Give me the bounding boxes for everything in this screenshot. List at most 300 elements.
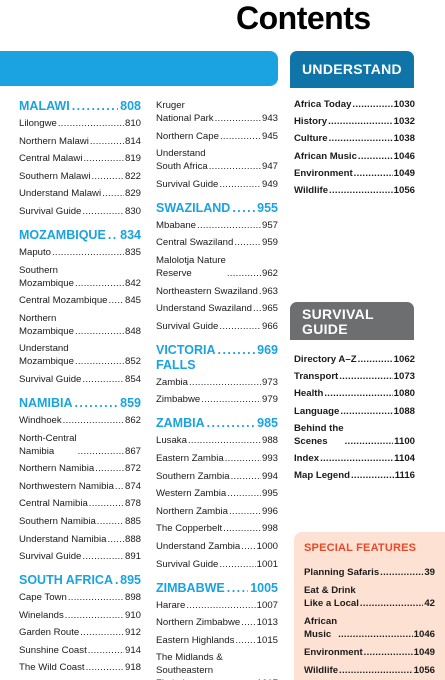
leader-dots [68, 591, 124, 604]
page-number: 918 [124, 662, 141, 674]
leader-dots [215, 112, 261, 125]
toc-entry-map-legend[interactable] [294, 469, 415, 482]
page-number: 842 [124, 277, 141, 289]
toc-group [19, 396, 141, 563]
leader-dots [218, 343, 256, 358]
entry-title: Garden Route [19, 627, 80, 639]
page-number: 848 [124, 325, 141, 337]
entry-title: Understand Swaziland [156, 303, 252, 315]
page-number: 959 [261, 237, 278, 249]
leader-dots [329, 132, 393, 145]
leader-dots [58, 117, 124, 130]
leader-dots [83, 152, 124, 165]
leader-dots [339, 370, 392, 383]
toc-entry-northeastern-swaziland[interactable] [156, 285, 278, 298]
toc-entry-survival-guide[interactable] [19, 550, 141, 563]
page-number: 1032 [393, 116, 415, 128]
leader-dots [108, 228, 118, 243]
page-number: 1030 [393, 99, 415, 110]
toc-entry-environment[interactable] [304, 646, 435, 659]
entry-title: Behind the Scenes [294, 422, 344, 447]
page-number: 963 [261, 285, 278, 297]
chapter-heading-swaziland[interactable] [156, 201, 278, 216]
toc-entry-understand-mozambique[interactable] [19, 342, 141, 368]
entry-title: Wildlife [304, 665, 339, 676]
page-number: 1056 [413, 665, 435, 676]
chapter-page-number: 955 [257, 200, 278, 215]
page-number: 1046 [393, 150, 415, 162]
toc-entry-eastern-highlands[interactable] [156, 634, 278, 647]
leader-dots [75, 325, 124, 338]
entry-title: Understand Namibia [19, 533, 107, 545]
leader-dots [82, 550, 124, 563]
chapter-heading-zimbabwe[interactable] [156, 581, 278, 596]
header-bar [0, 51, 278, 86]
leader-dots [109, 294, 124, 307]
toc-entry-southern-namibia[interactable] [19, 515, 141, 528]
leader-dots [358, 150, 393, 163]
leader-dots [88, 644, 124, 657]
toc-entry-transport[interactable] [294, 370, 415, 383]
leader-dots [188, 434, 261, 447]
entry-title: Understand Malawi [19, 188, 102, 200]
leader-dots [241, 540, 255, 553]
entry-title: Lilongwe [19, 118, 57, 129]
toc-entry-survival-guide[interactable] [19, 205, 141, 218]
toc-entry-lusaka[interactable] [156, 434, 278, 447]
toc-entry-health[interactable] [294, 387, 415, 400]
toc-entry-understand-malawi[interactable] [19, 187, 141, 200]
leader-dots [80, 626, 124, 639]
chapter-title: SWAZILAND [156, 200, 231, 215]
toc-group [156, 581, 278, 680]
entry-title: Transport [294, 371, 339, 383]
chapter-page-number: 808 [120, 99, 141, 113]
page-number: 993 [261, 452, 278, 464]
entry-title: Language [294, 405, 340, 417]
chapter-title: ZAMBIA [156, 416, 205, 431]
survival-guide-heading: SURVIVAL GUIDE [290, 302, 414, 340]
leader-dots [91, 170, 124, 183]
leader-dots [358, 353, 393, 366]
leader-dots [219, 320, 261, 333]
chapter-page-number: 985 [257, 416, 278, 431]
page-number: 814 [124, 135, 141, 147]
leader-dots [219, 558, 255, 571]
entry-title: Northern Namibia [19, 463, 95, 475]
toc-group [19, 99, 141, 218]
toc-group [19, 228, 141, 386]
page-number: 1013 [256, 617, 278, 629]
page-number: 874 [124, 480, 141, 492]
chapter-page-number: 895 [120, 573, 141, 588]
page-number: 943 [261, 113, 278, 124]
entry-title: Lusaka [156, 435, 187, 447]
page-number: 912 [124, 627, 141, 639]
toc-entry-mbabane[interactable] [156, 219, 278, 232]
leader-dots [65, 609, 124, 622]
toc-entry-northern-zimbabwe[interactable] [156, 616, 278, 629]
entry-title: Understand Mozambique [19, 343, 74, 368]
page-number: 1007 [256, 599, 278, 611]
special-features-list [304, 566, 435, 680]
chapter-title: ZIMBABWE [156, 580, 225, 595]
page-number: 830 [124, 205, 141, 217]
entry-title: Central Namibia [19, 498, 88, 510]
page-number: 1080 [393, 388, 415, 400]
toc-entry-survival-guide[interactable] [156, 558, 278, 571]
entry-title: Northern Zambia [156, 505, 228, 517]
understand-heading: UNDERSTAND [290, 51, 414, 88]
page-number: 1062 [393, 354, 415, 365]
entry-title: The Midlands & Southeastern [156, 652, 223, 677]
entry-title: Understand South Africa [156, 148, 208, 173]
toc-entry-directory-a-z[interactable] [294, 353, 415, 366]
entry-title: Windhoek [19, 414, 62, 426]
leader-dots [225, 452, 261, 465]
entry-title: Index [294, 452, 320, 464]
leader-dots [253, 302, 261, 315]
leader-dots [345, 435, 394, 448]
toc-entry-garden-route[interactable] [19, 626, 141, 639]
leader-dots [352, 98, 392, 111]
chapter-page-number: 969 [257, 342, 278, 357]
toc-entry-behind-the-scenes[interactable] [294, 422, 415, 448]
toc-entry-eastern-zambia[interactable] [156, 452, 278, 465]
entry-title: Wildlife [294, 184, 329, 196]
toc-entry-northern-mozambique[interactable] [19, 312, 141, 338]
entry-title: African Music [294, 150, 357, 162]
entry-title: Harare [156, 599, 186, 611]
leader-dots [339, 664, 413, 677]
understand-list [294, 98, 415, 201]
entry-title: History [294, 116, 328, 128]
toc-entry-malolotja-nature-reserve[interactable] [156, 254, 278, 280]
entry-title: Africa Today [294, 99, 352, 110]
toc-entry-language[interactable] [294, 405, 415, 418]
entry-title: Environment [304, 647, 363, 658]
toc-entry-southern-mozambique[interactable] [19, 264, 141, 290]
entry-title: Winelands [19, 609, 64, 621]
toc-group [19, 573, 141, 680]
leader-dots [235, 634, 255, 647]
toc-entry-harare[interactable] [156, 599, 278, 612]
chapter-heading-victoria-falls[interactable] [156, 343, 278, 373]
entry-title: Northern Malawi [19, 135, 89, 147]
leader-dots [75, 355, 124, 368]
page-number: 1038 [393, 133, 415, 145]
leader-dots [227, 487, 261, 500]
entry-title: Kruger National Park [156, 100, 214, 124]
toc-entry-planning-safaris[interactable] [304, 566, 435, 579]
toc-entry-maputo[interactable] [19, 246, 141, 259]
toc-group [156, 343, 278, 407]
page-number: 878 [124, 498, 141, 510]
toc-entry-african-music[interactable] [304, 615, 435, 641]
leader-dots [364, 646, 413, 659]
entry-title: Eastern Highlands [156, 634, 235, 646]
page-number: 854 [124, 373, 141, 385]
page-number: 872 [124, 463, 141, 475]
leader-dots [220, 130, 261, 143]
leader-dots [90, 135, 124, 148]
toc-entry-western-zambia[interactable] [156, 487, 278, 500]
entry-title: Zambia [156, 376, 188, 388]
leader-dots [351, 469, 394, 482]
leader-dots [72, 99, 118, 114]
page-number: 1000 [256, 540, 278, 552]
toc-column-1 [19, 99, 141, 680]
toc-entry-zambia[interactable] [156, 376, 278, 389]
page-number: 914 [124, 644, 141, 656]
leader-dots [97, 515, 124, 528]
chapter-heading-namibia[interactable] [19, 396, 141, 411]
leader-dots [75, 277, 124, 290]
toc-column-2 [156, 99, 278, 680]
leader-dots [259, 285, 261, 298]
leader-dots [223, 522, 261, 535]
toc-entry-index[interactable] [294, 452, 415, 465]
page-number: 1056 [393, 184, 415, 196]
entry-title: Malolotja Nature Reserve [156, 254, 226, 279]
entry-title: Survival Guide [156, 178, 219, 190]
toc-entry-survival-guide[interactable] [156, 178, 278, 191]
chapter-title: MOZAMBIQUE [19, 227, 106, 242]
page-number: 995 [261, 488, 278, 500]
entry-title: Northeastern Swaziland [156, 285, 258, 297]
entry-title: The Wild Coast [19, 662, 85, 674]
chapter-title: NAMIBIA [19, 395, 73, 410]
page-number: 1049 [413, 647, 435, 658]
toc-entry-environment[interactable] [294, 167, 415, 180]
entry-title: Northern Zimbabwe [156, 617, 241, 629]
leader-dots [231, 470, 261, 483]
leader-dots [320, 452, 393, 465]
toc-entry-winelands[interactable] [19, 609, 141, 622]
leader-dots [360, 597, 423, 610]
leader-dots [241, 616, 255, 629]
page-number: 910 [124, 609, 141, 621]
entry-title: Survival Guide [156, 320, 219, 332]
page-number: 845 [124, 295, 141, 307]
toc-entry-southern-malawi[interactable] [19, 170, 141, 183]
entry-title: African Music [304, 616, 338, 640]
page-number: 885 [124, 515, 141, 527]
toc-entry-sunshine-coast[interactable] [19, 644, 141, 657]
toc-entry-survival-guide[interactable] [19, 373, 141, 386]
toc-entry-survival-guide[interactable] [156, 320, 278, 333]
entry-title: Zimbabwe [156, 394, 201, 406]
entry-title: The Copperbelt [156, 523, 223, 535]
toc-entry-northern-malawi[interactable] [19, 135, 141, 148]
special-features-heading: SPECIAL FEATURES [304, 542, 417, 554]
entry-title: Mbabane [156, 219, 197, 231]
toc-entry-african-music[interactable] [294, 150, 415, 163]
toc-entry-central-mozambique[interactable] [19, 294, 141, 307]
entry-title: Health [294, 388, 324, 400]
leader-dots [201, 393, 261, 406]
leader-dots [219, 178, 261, 191]
entry-title: Planning Safaris [304, 567, 380, 578]
page-number: 949 [261, 178, 278, 190]
toc-group [156, 99, 278, 191]
page-number: 822 [124, 170, 141, 182]
entry-title: Understand Zambia [156, 540, 241, 552]
page-number: 962 [261, 267, 278, 279]
page-number: 1001 [256, 558, 278, 570]
entry-title: Eastern Zambia [156, 452, 224, 464]
chapter-page-number: 859 [120, 395, 141, 410]
leader-dots [209, 160, 261, 173]
leader-dots [115, 480, 124, 493]
leader-dots [338, 628, 413, 641]
leader-dots [52, 246, 124, 259]
page-number: 945 [261, 130, 278, 142]
toc-entry-understand-swaziland[interactable] [156, 302, 278, 315]
page-number: 1046 [413, 629, 435, 640]
toc-entry-understand-namibia[interactable] [19, 533, 141, 546]
entry-title: Southern Namibia [19, 515, 96, 527]
leader-dots [380, 566, 423, 579]
page-number: 1088 [393, 405, 415, 417]
toc-group [156, 416, 278, 570]
chapter-title: VICTORIA FALLS [156, 342, 216, 372]
entry-title: Northern Mozambique [19, 312, 74, 337]
entry-title: Western Zambia [156, 488, 227, 500]
entry-title: Survival Guide [19, 373, 82, 385]
leader-dots [82, 373, 124, 386]
toc-entry-history[interactable] [294, 115, 415, 128]
chapter-heading-south-africa[interactable] [19, 573, 141, 588]
leader-dots [340, 405, 392, 418]
page-number: 1116 [394, 470, 415, 482]
toc-entry-kruger-national-park[interactable] [156, 99, 278, 125]
page-number: 988 [261, 435, 278, 447]
entry-title: Eat & Drink Like a Local [304, 585, 359, 609]
leader-dots [328, 115, 393, 128]
entry-title: Southern Malawi [19, 170, 91, 182]
entry-title: Survival Guide [156, 558, 219, 570]
toc-entry-the-copperbelt[interactable] [156, 522, 278, 535]
toc-entry-the-wild-coast[interactable] [19, 661, 141, 674]
entry-title: Directory A–Z [294, 354, 357, 365]
toc-entry-culture[interactable] [294, 132, 415, 145]
chapter-title: SOUTH AFRICA [19, 573, 113, 588]
page-number: 998 [261, 523, 278, 535]
toc-entry-understand-south-africa[interactable] [156, 147, 278, 173]
toc-entry-eat-drink-like-a-local[interactable] [304, 584, 435, 610]
page-number: 994 [261, 470, 278, 482]
page-number: 966 [261, 320, 278, 332]
toc-entry-understand-zambia[interactable] [156, 540, 278, 553]
page-number: 947 [261, 161, 278, 173]
toc-entry-the-midlands-southeastern-zimbabwe[interactable] [156, 651, 278, 680]
chapter-page-number: 1005 [250, 580, 278, 595]
leader-dots [115, 573, 118, 588]
toc-entry-zimbabwe[interactable] [156, 393, 278, 406]
chapter-title: MALAWI [19, 99, 70, 113]
entry-title: Sunshine Coast [19, 644, 87, 656]
toc-entry-north-central-namibia[interactable] [19, 432, 141, 458]
toc-entry-northern-zambia[interactable] [156, 505, 278, 518]
entry-title: Northern Cape [156, 130, 219, 142]
toc-entry-africa-today[interactable] [294, 98, 415, 111]
page-number: 957 [261, 219, 278, 231]
toc-entry-windhoek[interactable] [19, 414, 141, 427]
chapter-page-number: 834 [120, 227, 141, 242]
entry-title: Central Swaziland [156, 237, 234, 249]
entry-title: Southern Zambia [156, 470, 230, 482]
leader-dots [232, 201, 255, 216]
page-number: 829 [124, 188, 141, 200]
page-number: 810 [124, 118, 141, 129]
leader-dots [329, 184, 393, 197]
entry-title: North-Central Namibia [19, 432, 77, 457]
page-number: 1073 [393, 371, 415, 383]
page-number: 867 [124, 445, 141, 457]
chapter-heading-zambia[interactable] [156, 416, 278, 431]
leader-dots [354, 167, 393, 180]
page-number: 888 [124, 533, 141, 545]
leader-dots [63, 414, 124, 427]
toc-entry-central-namibia[interactable] [19, 497, 141, 510]
page-title: Contents [236, 0, 371, 36]
leader-dots [82, 205, 124, 218]
entry-title: Culture [294, 133, 328, 145]
entry-title: Northwestern Namibia [19, 480, 114, 492]
page-number: 42 [424, 598, 435, 609]
page-number: 973 [261, 376, 278, 388]
page-number: 996 [261, 505, 278, 517]
page-number: 1100 [394, 435, 415, 447]
page-number: 862 [124, 414, 141, 426]
survival-guide-list [294, 353, 415, 486]
toc-entry-wildlife[interactable] [304, 664, 435, 677]
entry-title: Cape Town [19, 592, 67, 604]
leader-dots [102, 187, 124, 200]
entry-title: Central Malawi [19, 153, 83, 165]
toc-entry-northwestern-namibia[interactable] [19, 480, 141, 493]
entry-title: Maputo [19, 246, 51, 258]
page-number: 1104 [394, 452, 415, 464]
leader-dots [74, 396, 118, 411]
chapter-heading-malawi[interactable] [19, 99, 141, 114]
page-number: 965 [261, 303, 278, 315]
entry-title: Environment [294, 167, 353, 179]
leader-dots [227, 581, 248, 596]
toc-entry-lilongwe[interactable] [19, 117, 141, 130]
leader-dots [95, 462, 124, 475]
page-number: 835 [124, 246, 141, 258]
toc-entry-northern-namibia[interactable] [19, 462, 141, 475]
toc-entry-northern-cape[interactable] [156, 130, 278, 143]
entry-title: Survival Guide [19, 205, 82, 217]
page-number: 852 [124, 356, 141, 368]
leader-dots [324, 387, 392, 400]
page-number: 1049 [393, 167, 415, 179]
leader-dots [234, 236, 261, 249]
toc-entry-wildlife[interactable] [294, 184, 415, 197]
leader-dots [197, 219, 261, 232]
toc-entry-cape-town[interactable] [19, 591, 141, 604]
chapter-heading-mozambique[interactable] [19, 228, 141, 243]
entry-title: Survival Guide [19, 551, 82, 563]
toc-entry-southern-zambia[interactable] [156, 470, 278, 483]
toc-entry-central-malawi[interactable] [19, 152, 141, 165]
leader-dots [89, 497, 124, 510]
toc-entry-central-swaziland[interactable] [156, 236, 278, 249]
page-number: 1015 [256, 634, 278, 646]
